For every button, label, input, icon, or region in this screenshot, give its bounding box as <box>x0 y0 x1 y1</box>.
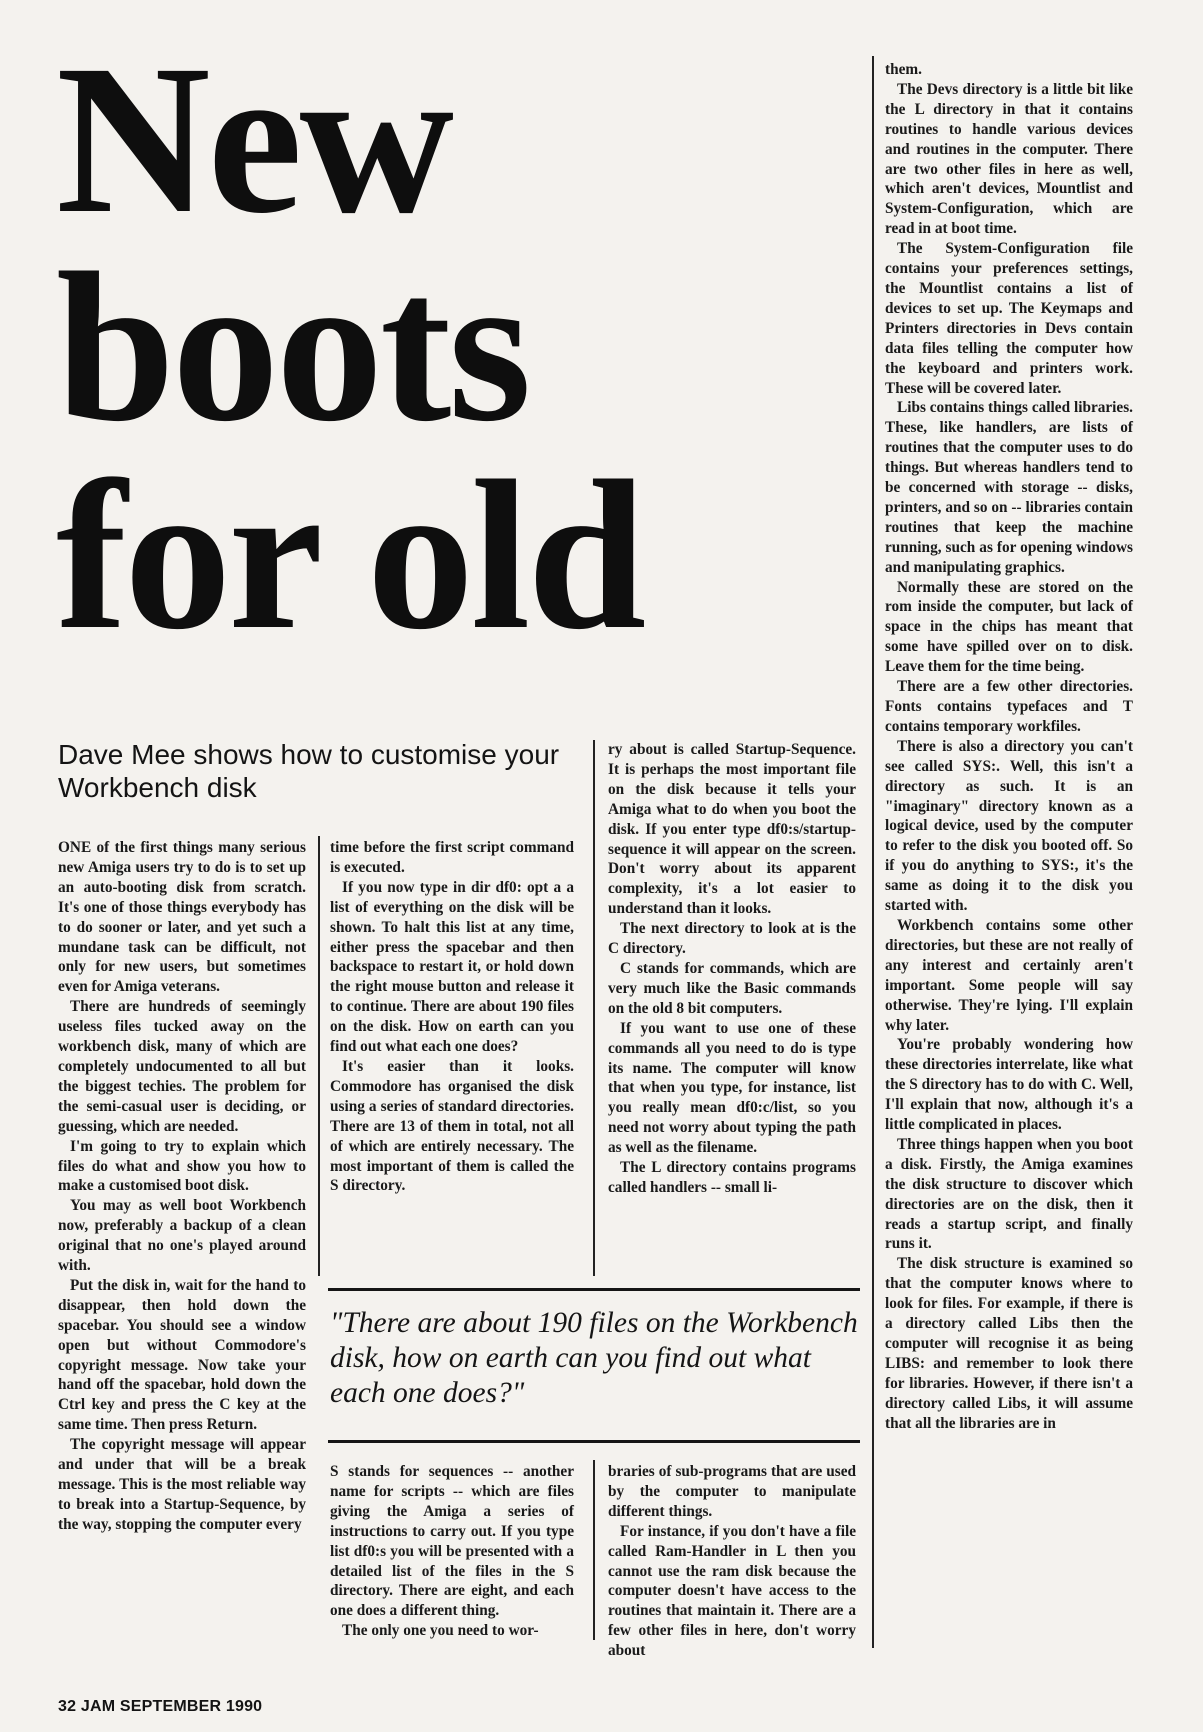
paragraph: The only one you need to wor- <box>342 1622 539 1640</box>
paragraph: There are a few other directories. Fonts contains typefaces and T contains temporary workfiles. <box>885 678 1133 735</box>
pull-quote-rule-top <box>328 1288 860 1291</box>
paragraph: There are hundreds of seemingly useless files tucked away on the workbench disk, many of which are completely undocumented to all but the biggest techies. The problem for the semi-casual user is deciding, or guessing, which are needed. <box>58 998 306 1135</box>
column-rule <box>593 1460 595 1640</box>
paragraph: ry about is called Startup-Sequence. It is perhaps the most important file on the disk because it tells your Amiga what to do when you boot the disk. If you enter type df0:s/startup-sequence it will appear on the screen. Don't worry about its apparent complexity, it's a lot easier to understand than it looks. <box>608 741 856 918</box>
paragraph: The L directory contains programs called handlers -- small li- <box>608 1159 856 1196</box>
paragraph: S stands for sequences -- another name for scripts -- which are files giving the Amiga a series of instructions to carry out. If you type list df0:s you will be presented with a detailed list of the files in the S directory. There are eight, and each one does a different thing. <box>330 1463 574 1620</box>
column-rule <box>318 836 320 1276</box>
column-rule <box>872 56 874 1648</box>
paragraph: ONE of the first things many serious new Amiga users try to do is to set up an auto-booting disk from scratch. It's one of those things everybody has to do sooner or later, and yet such a mundane task can be difficult, not only for new users, but sometimes even for Amiga veterans. <box>58 839 306 996</box>
paragraph: Libs contains things called libraries. These, like handlers, are lists of routines that the computer uses to do things. But whereas handlers tend to be concerned with storage -- disks, printers, and so on -- libraries contain routines that keep the machine running, such as for opening windows and manipulating graphics. <box>885 399 1133 576</box>
body-column-4 <box>885 60 1133 1434</box>
page-folio: 32 JAM SEPTEMBER 1990 <box>58 1698 263 1715</box>
paragraph: them. <box>885 61 922 78</box>
standfirst: Dave Mee shows how to customise your Workbench disk <box>58 739 560 803</box>
body-column-2-bottom <box>330 1462 574 1641</box>
body-column-3-bottom <box>608 1462 856 1661</box>
paragraph: braries of sub-programs that are used by the computer to manipulate different things. <box>608 1463 856 1520</box>
paragraph: The Devs directory is a little bit like the L directory in that it contains routines to handle various devices and routines in the computer. There are two other files in here as well, which aren't devices, Mountlist and System-Configuration, which are read in at boot time. <box>885 80 1133 238</box>
body-column-1 <box>58 838 306 1535</box>
headline-line-2: boots <box>56 229 529 466</box>
paragraph: The disk structure is examined so that the computer knows where to look for files. For example, if there is a directory called Libs then the computer will recognise it as being LIBS: and remember to look there for libraries. However, if there isn't a directory called Libs, it will assume that all the libraries are in <box>885 1255 1133 1432</box>
paragraph: C stands for commands, which are very much like the Basic commands on the old 8 bit computers. <box>608 959 856 1017</box>
pull-quote-rule-bottom <box>328 1440 860 1443</box>
headline-line-3: for old <box>56 437 644 674</box>
column-rule <box>593 740 595 1276</box>
paragraph: If you now type in dir df0: opt a a list of everything on the disk will be shown. To halt this list at any time, either press the spacebar and then backspace to restart it, or hold down the right mouse button and release it to continue. There are about 190 files on the disk. How on earth can you find out what each one does? <box>330 878 574 1056</box>
paragraph: I'm going to try to explain which files do what and show you how to make a customised boot disk. <box>58 1137 306 1195</box>
paragraph: The next directory to look at is the C directory. <box>608 920 856 958</box>
body-column-2-top <box>330 838 574 1196</box>
paragraph: You're probably wondering how these directories interrelate, like what the S directory has to do with C. Well, I'll explain that now, although it's a little complicated in places. <box>885 1036 1133 1134</box>
paragraph: Put the disk in, wait for the hand to disappear, then hold down the spacebar. You should see a window open but without Commodore's copyright message. Now take your hand off the spacebar, hold down the Ctrl key and press the C key at the same time. Then press Return. <box>58 1276 306 1434</box>
paragraph: Normally these are stored on the rom inside the computer, but lack of space in the chips has meant that some have spilled over on to disk. Leave them for the time being. <box>885 578 1133 676</box>
paragraph: There is also a directory you can't see called SYS:. Well, this isn't a directory as such. It is an "imaginary" directory known as a logical device, used by the computer to refer to the disk you booted off. So if you do anything to SYS:, it's the same as doing it to the disk you started with. <box>885 737 1133 915</box>
headline <box>56 21 856 674</box>
paragraph: For instance, if you don't have a file called Ram-Handler in L then you cannot use the ram disk because the computer doesn't have access to the routines that maintain it. There are a few other files in here, don't worry about <box>608 1522 856 1660</box>
paragraph: It's easier than it looks. Commodore has organised the disk using a series of standard directories. There are 13 of them in total, not all of which are entirely necessary. The most important of them is called the S directory. <box>330 1057 574 1195</box>
pull-quote: "There are about 190 files on the Workbench disk, how on earth can you find out what each one does?" <box>330 1307 858 1409</box>
paragraph: If you want to use one of these commands all you need to do is type its name. The computer will know that when you type, for instance, list you really mean df0:c/list, so you need not worry about typing the path as well as the filename. <box>608 1019 856 1157</box>
paragraph: You may as well boot Workbench now, preferably a backup of a clean original that no one's played around with. <box>58 1197 306 1275</box>
paragraph: Three things happen when you boot a disk. Firstly, the Amiga examines the disk structure to discover which directories are on the disk, then it reads a startup script, and finally runs it. <box>885 1135 1133 1253</box>
paragraph: The System-Configuration file contains your preferences settings, the Mountlist contains a list of devices to set up. The Keymaps and Printers directories in Devs contain data files telling the computer how the keyboard and printers work. These will be covered later. <box>885 240 1133 397</box>
paragraph: time before the first script command is executed. <box>330 839 574 876</box>
body-column-3-top <box>608 740 856 1198</box>
paragraph: The copyright message will appear and under that will be a break message. This is the most reliable way to break into a Startup-Sequence, by the way, stopping the computer every <box>58 1436 306 1533</box>
paragraph: Workbench contains some other directories, but these are not really of any interest and certainly aren't important. Some people will say otherwise. They're lying. I'll explain why later. <box>885 916 1133 1034</box>
headline-line-1: New <box>56 21 452 258</box>
